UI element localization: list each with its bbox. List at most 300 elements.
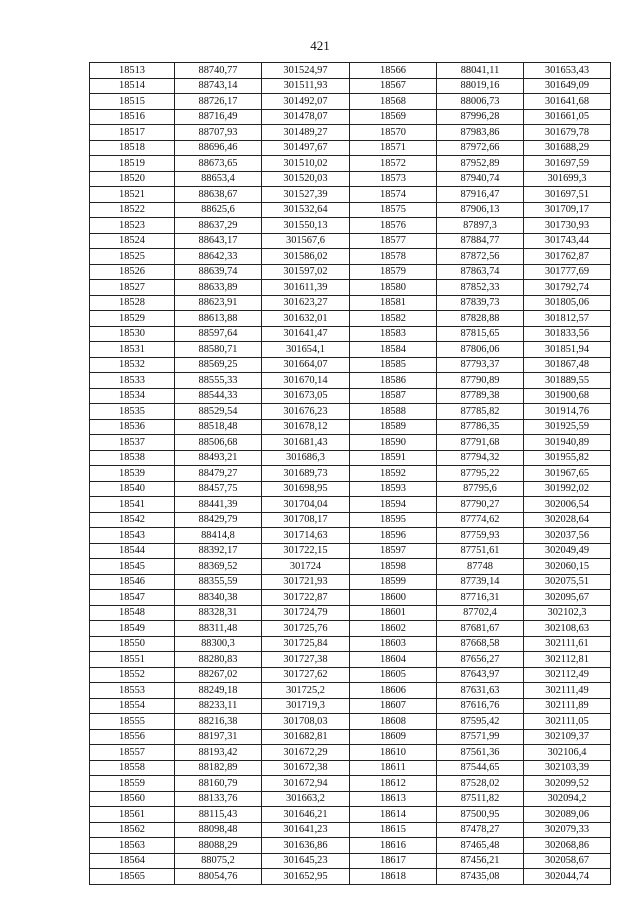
point-number-cell: 18528 <box>90 295 175 311</box>
point-number-cell: 18569 <box>350 109 437 125</box>
point-number-cell: 18523 <box>90 218 175 234</box>
x-coordinate-cell: 87839,73 <box>437 295 524 311</box>
point-number-cell: 18559 <box>90 776 175 792</box>
point-number-cell: 18607 <box>350 698 437 714</box>
x-coordinate-cell: 88633,89 <box>175 280 262 296</box>
y-coordinate-cell: 301698,95 <box>262 481 350 497</box>
x-coordinate-cell: 87806,06 <box>437 342 524 358</box>
point-number-cell: 18574 <box>350 187 437 203</box>
y-coordinate-cell: 301641,68 <box>524 94 611 110</box>
point-number-cell: 18581 <box>350 295 437 311</box>
point-number-cell: 18547 <box>90 590 175 606</box>
y-coordinate-cell: 301520,03 <box>262 171 350 187</box>
y-coordinate-cell: 302111,61 <box>524 636 611 652</box>
y-coordinate-cell: 302094,2 <box>524 791 611 807</box>
x-coordinate-cell: 88098,48 <box>175 822 262 838</box>
point-number-cell: 18555 <box>90 714 175 730</box>
table-row <box>90 466 611 482</box>
x-coordinate-cell: 87795,22 <box>437 466 524 482</box>
point-number-cell: 18560 <box>90 791 175 807</box>
table-row <box>90 357 611 373</box>
y-coordinate-cell: 301686,3 <box>262 450 350 466</box>
x-coordinate-cell: 87465,48 <box>437 838 524 854</box>
point-number-cell: 18580 <box>350 280 437 296</box>
x-coordinate-cell: 87456,21 <box>437 853 524 869</box>
point-number-cell: 18588 <box>350 404 437 420</box>
y-coordinate-cell: 301725,76 <box>262 621 350 637</box>
y-coordinate-cell: 301632,01 <box>262 311 350 327</box>
point-number-cell: 18615 <box>350 822 437 838</box>
y-coordinate-cell: 301550,13 <box>262 218 350 234</box>
point-number-cell: 18593 <box>350 481 437 497</box>
point-number-cell: 18587 <box>350 388 437 404</box>
table-row <box>90 729 611 745</box>
x-coordinate-cell: 88653,4 <box>175 171 262 187</box>
x-coordinate-cell: 88613,88 <box>175 311 262 327</box>
y-coordinate-cell: 302058,67 <box>524 853 611 869</box>
y-coordinate-cell: 301792,74 <box>524 280 611 296</box>
table-row <box>90 605 611 621</box>
point-number-cell: 18540 <box>90 481 175 497</box>
y-coordinate-cell: 301652,95 <box>262 869 350 885</box>
point-number-cell: 18618 <box>350 869 437 885</box>
point-number-cell: 18515 <box>90 94 175 110</box>
x-coordinate-cell: 88088,29 <box>175 838 262 854</box>
x-coordinate-cell: 88623,91 <box>175 295 262 311</box>
x-coordinate-cell: 87983,86 <box>437 125 524 141</box>
y-coordinate-cell: 302075,51 <box>524 574 611 590</box>
x-coordinate-cell: 87561,36 <box>437 745 524 761</box>
x-coordinate-cell: 88429,79 <box>175 512 262 528</box>
coordinates-table-body <box>90 63 611 885</box>
table-row <box>90 869 611 885</box>
x-coordinate-cell: 87906,13 <box>437 202 524 218</box>
x-coordinate-cell: 87793,37 <box>437 357 524 373</box>
y-coordinate-cell: 301967,65 <box>524 466 611 482</box>
point-number-cell: 18550 <box>90 636 175 652</box>
point-number-cell: 18591 <box>350 450 437 466</box>
x-coordinate-cell: 88054,76 <box>175 869 262 885</box>
y-coordinate-cell: 301805,06 <box>524 295 611 311</box>
point-number-cell: 18561 <box>90 807 175 823</box>
y-coordinate-cell: 301833,56 <box>524 326 611 342</box>
point-number-cell: 18583 <box>350 326 437 342</box>
point-number-cell: 18606 <box>350 683 437 699</box>
x-coordinate-cell: 88328,31 <box>175 605 262 621</box>
x-coordinate-cell: 88300,3 <box>175 636 262 652</box>
point-number-cell: 18562 <box>90 822 175 838</box>
table-row <box>90 497 611 513</box>
point-number-cell: 18548 <box>90 605 175 621</box>
x-coordinate-cell: 88529,54 <box>175 404 262 420</box>
point-number-cell: 18599 <box>350 574 437 590</box>
point-number-cell: 18521 <box>90 187 175 203</box>
y-coordinate-cell: 301722,15 <box>262 543 350 559</box>
point-number-cell: 18566 <box>350 63 437 79</box>
y-coordinate-cell: 301727,38 <box>262 652 350 668</box>
x-coordinate-cell: 87790,89 <box>437 373 524 389</box>
table-row <box>90 373 611 389</box>
y-coordinate-cell: 301676,23 <box>262 404 350 420</box>
table-row <box>90 543 611 559</box>
point-number-cell: 18536 <box>90 419 175 435</box>
table-row <box>90 342 611 358</box>
point-number-cell: 18517 <box>90 125 175 141</box>
x-coordinate-cell: 88019,16 <box>437 78 524 94</box>
x-coordinate-cell: 88716,49 <box>175 109 262 125</box>
table-row <box>90 698 611 714</box>
point-number-cell: 18558 <box>90 760 175 776</box>
x-coordinate-cell: 87795,6 <box>437 481 524 497</box>
y-coordinate-cell: 301641,47 <box>262 326 350 342</box>
point-number-cell: 18530 <box>90 326 175 342</box>
point-number-cell: 18576 <box>350 218 437 234</box>
x-coordinate-cell: 88392,17 <box>175 543 262 559</box>
table-row <box>90 171 611 187</box>
x-coordinate-cell: 87631,63 <box>437 683 524 699</box>
table-row <box>90 264 611 280</box>
point-number-cell: 18605 <box>350 667 437 683</box>
table-row <box>90 652 611 668</box>
x-coordinate-cell: 87872,56 <box>437 249 524 265</box>
x-coordinate-cell: 88673,65 <box>175 156 262 172</box>
point-number-cell: 18609 <box>350 729 437 745</box>
y-coordinate-cell: 301708,17 <box>262 512 350 528</box>
table-row <box>90 776 611 792</box>
point-number-cell: 18535 <box>90 404 175 420</box>
table-row <box>90 822 611 838</box>
y-coordinate-cell: 301725,2 <box>262 683 350 699</box>
table-row <box>90 326 611 342</box>
y-coordinate-cell: 302068,86 <box>524 838 611 854</box>
y-coordinate-cell: 301673,05 <box>262 388 350 404</box>
point-number-cell: 18518 <box>90 140 175 156</box>
y-coordinate-cell: 301527,39 <box>262 187 350 203</box>
point-number-cell: 18542 <box>90 512 175 528</box>
y-coordinate-cell: 301664,07 <box>262 357 350 373</box>
y-coordinate-cell: 301719,3 <box>262 698 350 714</box>
x-coordinate-cell: 87748 <box>437 559 524 575</box>
point-number-cell: 18585 <box>350 357 437 373</box>
table-row <box>90 528 611 544</box>
x-coordinate-cell: 88643,17 <box>175 233 262 249</box>
x-coordinate-cell: 88355,59 <box>175 574 262 590</box>
y-coordinate-cell: 301682,81 <box>262 729 350 745</box>
point-number-cell: 18589 <box>350 419 437 435</box>
table-row <box>90 559 611 575</box>
point-number-cell: 18617 <box>350 853 437 869</box>
table-row <box>90 574 611 590</box>
x-coordinate-cell: 87884,77 <box>437 233 524 249</box>
y-coordinate-cell: 301914,76 <box>524 404 611 420</box>
point-number-cell: 18608 <box>350 714 437 730</box>
x-coordinate-cell: 88233,11 <box>175 698 262 714</box>
x-coordinate-cell: 87952,89 <box>437 156 524 172</box>
y-coordinate-cell: 302028,64 <box>524 512 611 528</box>
x-coordinate-cell: 88639,74 <box>175 264 262 280</box>
y-coordinate-cell: 302112,81 <box>524 652 611 668</box>
point-number-cell: 18516 <box>90 109 175 125</box>
y-coordinate-cell: 301497,67 <box>262 140 350 156</box>
point-number-cell: 18534 <box>90 388 175 404</box>
y-coordinate-cell: 301727,62 <box>262 667 350 683</box>
table-row <box>90 714 611 730</box>
y-coordinate-cell: 301955,82 <box>524 450 611 466</box>
x-coordinate-cell: 87739,14 <box>437 574 524 590</box>
table-row <box>90 838 611 854</box>
y-coordinate-cell: 301623,27 <box>262 295 350 311</box>
table-row <box>90 187 611 203</box>
point-number-cell: 18546 <box>90 574 175 590</box>
point-number-cell: 18575 <box>350 202 437 218</box>
point-number-cell: 18579 <box>350 264 437 280</box>
x-coordinate-cell: 87681,67 <box>437 621 524 637</box>
x-coordinate-cell: 88441,39 <box>175 497 262 513</box>
point-number-cell: 18584 <box>350 342 437 358</box>
y-coordinate-cell: 301851,94 <box>524 342 611 358</box>
x-coordinate-cell: 88280,83 <box>175 652 262 668</box>
point-number-cell: 18541 <box>90 497 175 513</box>
x-coordinate-cell: 87852,33 <box>437 280 524 296</box>
x-coordinate-cell: 87916,47 <box>437 187 524 203</box>
table-row <box>90 63 611 79</box>
x-coordinate-cell: 87751,61 <box>437 543 524 559</box>
x-coordinate-cell: 88197,31 <box>175 729 262 745</box>
point-number-cell: 18557 <box>90 745 175 761</box>
y-coordinate-cell: 302111,49 <box>524 683 611 699</box>
y-coordinate-cell: 301688,29 <box>524 140 611 156</box>
table-row <box>90 853 611 869</box>
point-number-cell: 18573 <box>350 171 437 187</box>
y-coordinate-cell: 301992,02 <box>524 481 611 497</box>
x-coordinate-cell: 88625,6 <box>175 202 262 218</box>
x-coordinate-cell: 87828,88 <box>437 311 524 327</box>
y-coordinate-cell: 301672,94 <box>262 776 350 792</box>
x-coordinate-cell: 88707,93 <box>175 125 262 141</box>
point-number-cell: 18525 <box>90 249 175 265</box>
point-number-cell: 18545 <box>90 559 175 575</box>
x-coordinate-cell: 88369,52 <box>175 559 262 575</box>
y-coordinate-cell: 301511,93 <box>262 78 350 94</box>
y-coordinate-cell: 302095,67 <box>524 590 611 606</box>
table-row <box>90 109 611 125</box>
point-number-cell: 18539 <box>90 466 175 482</box>
table-row <box>90 125 611 141</box>
x-coordinate-cell: 88696,46 <box>175 140 262 156</box>
y-coordinate-cell: 301672,29 <box>262 745 350 761</box>
point-number-cell: 18600 <box>350 590 437 606</box>
point-number-cell: 18549 <box>90 621 175 637</box>
x-coordinate-cell: 88311,48 <box>175 621 262 637</box>
table-row <box>90 481 611 497</box>
y-coordinate-cell: 301510,02 <box>262 156 350 172</box>
point-number-cell: 18592 <box>350 466 437 482</box>
point-number-cell: 18610 <box>350 745 437 761</box>
table-row <box>90 807 611 823</box>
x-coordinate-cell: 88555,33 <box>175 373 262 389</box>
x-coordinate-cell: 88182,89 <box>175 760 262 776</box>
y-coordinate-cell: 301681,43 <box>262 435 350 451</box>
point-number-cell: 18596 <box>350 528 437 544</box>
x-coordinate-cell: 87972,66 <box>437 140 524 156</box>
table-row <box>90 450 611 466</box>
y-coordinate-cell: 302089,06 <box>524 807 611 823</box>
y-coordinate-cell: 302111,89 <box>524 698 611 714</box>
x-coordinate-cell: 87511,82 <box>437 791 524 807</box>
y-coordinate-cell: 301889,55 <box>524 373 611 389</box>
point-number-cell: 18570 <box>350 125 437 141</box>
y-coordinate-cell: 301524,97 <box>262 63 350 79</box>
table-row <box>90 683 611 699</box>
x-coordinate-cell: 88133,76 <box>175 791 262 807</box>
table-row <box>90 404 611 420</box>
point-number-cell: 18556 <box>90 729 175 745</box>
point-number-cell: 18595 <box>350 512 437 528</box>
y-coordinate-cell: 301597,02 <box>262 264 350 280</box>
x-coordinate-cell: 88006,73 <box>437 94 524 110</box>
x-coordinate-cell: 88216,38 <box>175 714 262 730</box>
point-number-cell: 18537 <box>90 435 175 451</box>
point-number-cell: 18519 <box>90 156 175 172</box>
y-coordinate-cell: 302060,15 <box>524 559 611 575</box>
y-coordinate-cell: 302044,74 <box>524 869 611 885</box>
table-row <box>90 78 611 94</box>
y-coordinate-cell: 301672,38 <box>262 760 350 776</box>
y-coordinate-cell: 302037,56 <box>524 528 611 544</box>
y-coordinate-cell: 302099,52 <box>524 776 611 792</box>
page-number: 421 <box>310 38 330 53</box>
x-coordinate-cell: 88569,25 <box>175 357 262 373</box>
point-number-cell: 18520 <box>90 171 175 187</box>
x-coordinate-cell: 88267,02 <box>175 667 262 683</box>
y-coordinate-cell: 301532,64 <box>262 202 350 218</box>
table-row <box>90 202 611 218</box>
x-coordinate-cell: 88740,77 <box>175 63 262 79</box>
y-coordinate-cell: 301697,59 <box>524 156 611 172</box>
point-number-cell: 18563 <box>90 838 175 854</box>
y-coordinate-cell: 301567,6 <box>262 233 350 249</box>
y-coordinate-cell: 301709,17 <box>524 202 611 218</box>
x-coordinate-cell: 87643,97 <box>437 667 524 683</box>
table-row <box>90 218 611 234</box>
table-row <box>90 280 611 296</box>
y-coordinate-cell: 301730,93 <box>524 218 611 234</box>
y-coordinate-cell: 301492,07 <box>262 94 350 110</box>
x-coordinate-cell: 87668,58 <box>437 636 524 652</box>
x-coordinate-cell: 87785,82 <box>437 404 524 420</box>
x-coordinate-cell: 87702,4 <box>437 605 524 621</box>
table-row <box>90 140 611 156</box>
y-coordinate-cell: 301697,51 <box>524 187 611 203</box>
y-coordinate-cell: 301478,07 <box>262 109 350 125</box>
y-coordinate-cell: 301714,63 <box>262 528 350 544</box>
x-coordinate-cell: 87794,32 <box>437 450 524 466</box>
y-coordinate-cell: 301653,43 <box>524 63 611 79</box>
point-number-cell: 18513 <box>90 63 175 79</box>
point-number-cell: 18524 <box>90 233 175 249</box>
x-coordinate-cell: 88115,43 <box>175 807 262 823</box>
y-coordinate-cell: 301940,89 <box>524 435 611 451</box>
x-coordinate-cell: 88193,42 <box>175 745 262 761</box>
x-coordinate-cell: 88743,14 <box>175 78 262 94</box>
y-coordinate-cell: 301762,87 <box>524 249 611 265</box>
point-number-cell: 18590 <box>350 435 437 451</box>
point-number-cell: 18531 <box>90 342 175 358</box>
point-number-cell: 18603 <box>350 636 437 652</box>
table-row <box>90 512 611 528</box>
x-coordinate-cell: 87478,27 <box>437 822 524 838</box>
x-coordinate-cell: 87940,74 <box>437 171 524 187</box>
point-number-cell: 18604 <box>350 652 437 668</box>
y-coordinate-cell: 301489,27 <box>262 125 350 141</box>
point-number-cell: 18522 <box>90 202 175 218</box>
table-row <box>90 745 611 761</box>
x-coordinate-cell: 87435,08 <box>437 869 524 885</box>
x-coordinate-cell: 88249,18 <box>175 683 262 699</box>
x-coordinate-cell: 87759,93 <box>437 528 524 544</box>
y-coordinate-cell: 302109,37 <box>524 729 611 745</box>
y-coordinate-cell: 302006,54 <box>524 497 611 513</box>
y-coordinate-cell: 301641,23 <box>262 822 350 838</box>
point-number-cell: 18533 <box>90 373 175 389</box>
point-number-cell: 18578 <box>350 249 437 265</box>
point-number-cell: 18538 <box>90 450 175 466</box>
y-coordinate-cell: 301721,93 <box>262 574 350 590</box>
x-coordinate-cell: 87656,27 <box>437 652 524 668</box>
point-number-cell: 18543 <box>90 528 175 544</box>
y-coordinate-cell: 301724 <box>262 559 350 575</box>
y-coordinate-cell: 301636,86 <box>262 838 350 854</box>
x-coordinate-cell: 87716,31 <box>437 590 524 606</box>
y-coordinate-cell: 301708,03 <box>262 714 350 730</box>
x-coordinate-cell: 88479,27 <box>175 466 262 482</box>
y-coordinate-cell: 301925,59 <box>524 419 611 435</box>
point-number-cell: 18602 <box>350 621 437 637</box>
point-number-cell: 18601 <box>350 605 437 621</box>
x-coordinate-cell: 88457,75 <box>175 481 262 497</box>
x-coordinate-cell: 87863,74 <box>437 264 524 280</box>
y-coordinate-cell: 301725,84 <box>262 636 350 652</box>
x-coordinate-cell: 87616,76 <box>437 698 524 714</box>
y-coordinate-cell: 301649,09 <box>524 78 611 94</box>
point-number-cell: 18527 <box>90 280 175 296</box>
point-number-cell: 18612 <box>350 776 437 792</box>
x-coordinate-cell: 87544,65 <box>437 760 524 776</box>
y-coordinate-cell: 301646,21 <box>262 807 350 823</box>
x-coordinate-cell: 88160,79 <box>175 776 262 792</box>
y-coordinate-cell: 301722,87 <box>262 590 350 606</box>
point-number-cell: 18571 <box>350 140 437 156</box>
point-number-cell: 18598 <box>350 559 437 575</box>
point-number-cell: 18594 <box>350 497 437 513</box>
point-number-cell: 18564 <box>90 853 175 869</box>
y-coordinate-cell: 301611,39 <box>262 280 350 296</box>
y-coordinate-cell: 301645,23 <box>262 853 350 869</box>
x-coordinate-cell: 87789,38 <box>437 388 524 404</box>
point-number-cell: 18565 <box>90 869 175 885</box>
y-coordinate-cell: 302049,49 <box>524 543 611 559</box>
point-number-cell: 18567 <box>350 78 437 94</box>
point-number-cell: 18553 <box>90 683 175 699</box>
table-row <box>90 94 611 110</box>
x-coordinate-cell: 88414,8 <box>175 528 262 544</box>
x-coordinate-cell: 88506,68 <box>175 435 262 451</box>
point-number-cell: 18554 <box>90 698 175 714</box>
x-coordinate-cell: 88638,67 <box>175 187 262 203</box>
point-number-cell: 18568 <box>350 94 437 110</box>
y-coordinate-cell: 301586,02 <box>262 249 350 265</box>
y-coordinate-cell: 301689,73 <box>262 466 350 482</box>
